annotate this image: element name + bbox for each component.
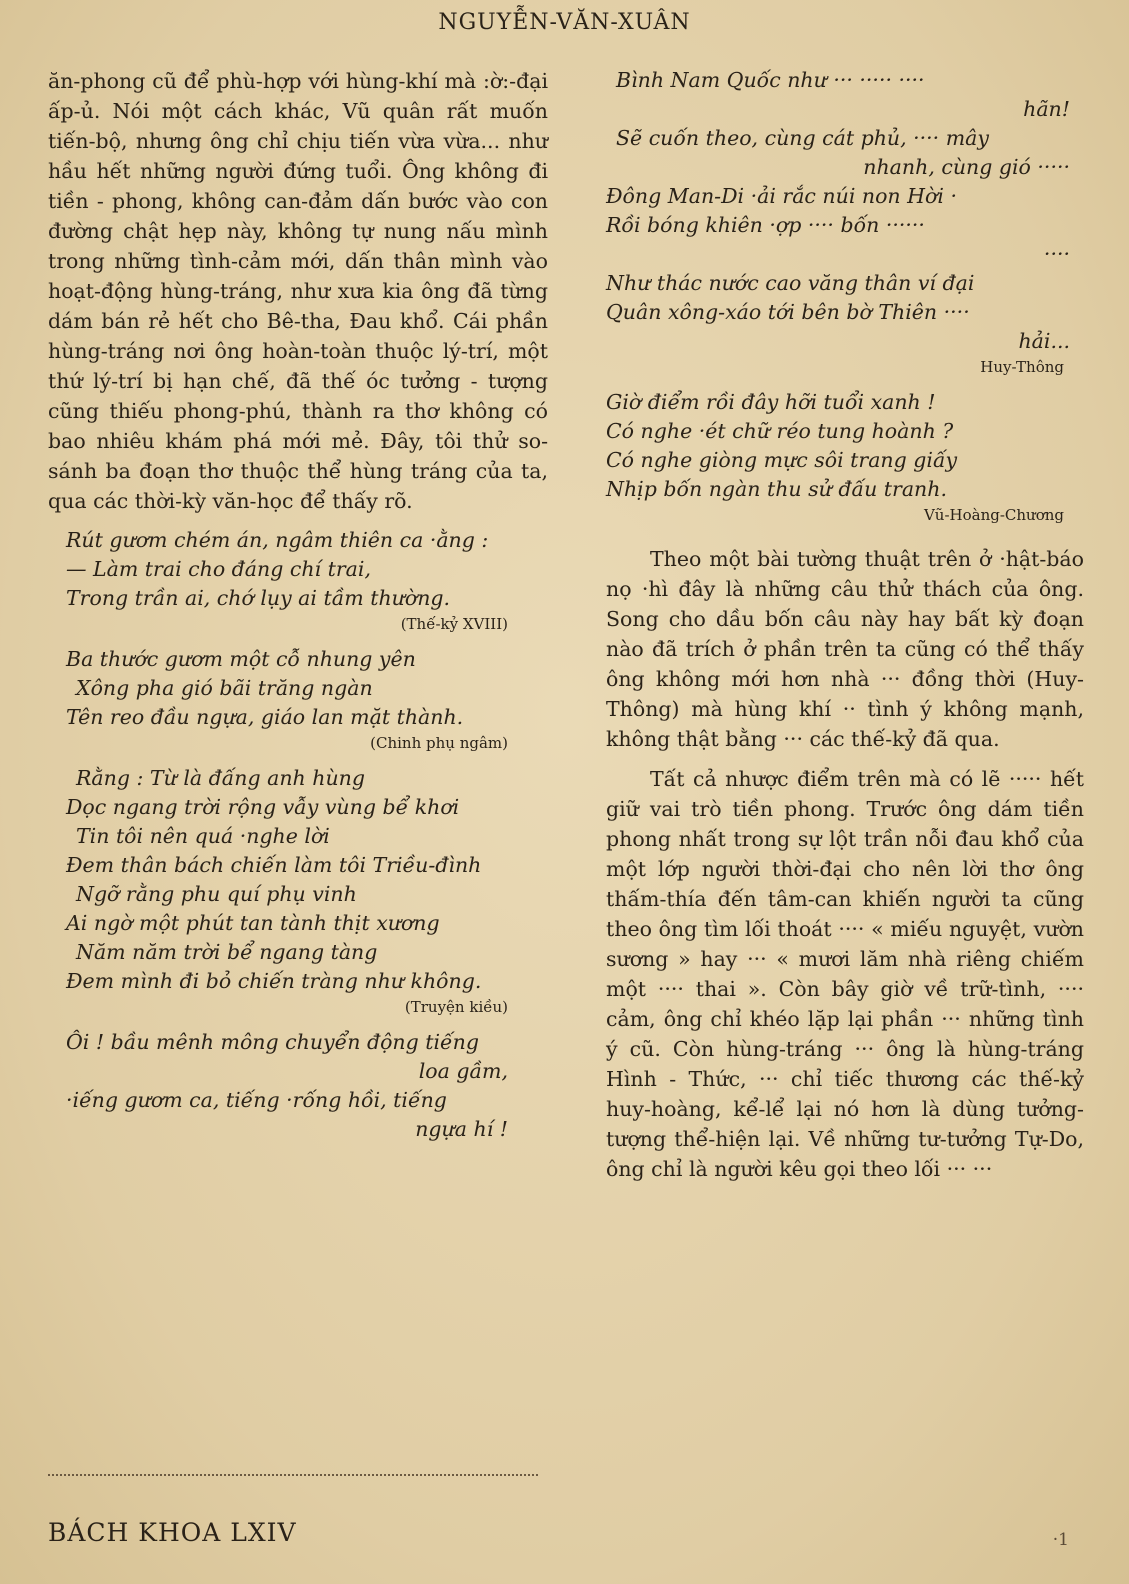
verse-line: Dọc ngang trời rộng vẫy vùng bể khơi [66,795,460,819]
verse-line: Trong trần ai, chớ lụy ai tầm thường. [66,586,451,610]
dotted-divider [48,1474,538,1476]
verse-block-6 [606,388,1084,504]
prose-paragraph: Tất cả nhược điểm trên mà có lẽ ····· hết giữ vai trò tiền phong. Trước ông dám tiền phong nhất trong sự lột trần nỗi đau khổ của một lớp người thời-đại cho nên lời thơ ông thấm-thía đến tâm-can khiến người ta cũng theo ông tìm lối thoát ···· « miếu nguyệt, vườn sương » hay ··· « mươi lăm nhà riêng chiếm một ···· thai ». Còn bây giờ về trữ-tình, ···· cảm, ông chỉ khéo lặp lại phần ··· những tình ý cũ. Còn hùng-tráng ··· ông là hùng-tráng Hình - Thức, ··· chỉ tiếc thương các thế-kỷ huy-hoàng, kể-lể lại nó hơn là dùng tưởng-tượng thể-hiện lại. Về những tư-tưởng Tự-Do, ông chỉ là người kêu gọi theo lối ··· ··· [606,767,1084,1181]
verse-source: (Thế-kỷ XVIII) [400,615,508,633]
verse-line: Nhịp bốn ngàn thu sử đấu tranh. [606,477,947,501]
verse-line: Quân xông-xáo tới bên bờ Thiên ···· [606,300,970,324]
verse-line: Có nghe giòng mực sôi trang giấy [606,448,958,472]
verse-source: Vũ-Hoàng-Chương [923,506,1064,524]
verse-line: Tin tôi nên quá ·nghe lời [76,824,330,848]
verse-line: nhanh, cùng gió ····· [863,155,1070,179]
verse-source: (Chinh phụ ngâm) [370,734,508,752]
verse-line: Ai ngờ một phút tan tành thịt xương [66,911,440,935]
verse-block-1 [48,526,548,613]
verse-line: Đem thân bách chiến làm tôi Triều-đình [66,853,482,877]
verse-block-2 [48,645,548,732]
verse-line: Rằng : Từ là đấng anh hùng [76,766,366,790]
left-prose [48,66,548,516]
verse-line: ngựa hí ! [415,1117,508,1141]
verse-source: Huy-Thông [980,358,1064,376]
verse-line: Rút gươm chém án, ngâm thiên ca ·ằng : [66,528,489,552]
verse-block-4 [48,1028,548,1144]
verse-block-3 [48,764,548,996]
verse-line: Đông Man-Di ·ải rắc núi non Hời · [606,184,957,208]
running-header: NGUYỄN-VĂN-XUÂN [438,10,691,35]
page-number: ·1 [1052,1530,1069,1550]
verse-line: Như thác nước cao văng thân ví đại [606,271,975,295]
verse-source: (Truyện kiều) [404,998,508,1016]
verse-line: Đem mình đi bỏ chiến tràng như không. [66,969,482,993]
right-column [606,66,1084,1184]
verse-line: loa gầm, [418,1059,508,1083]
prose-paragraph: Theo một bài tường thuật trên ở ·hật-báo nọ ·hì đây là những câu thử thách của ông. Song cho dầu bốn câu này hay bất kỳ đoạn nào đã trích ở phần trên ta cũng có thể thấy ông không mới hơn nhà ··· đồng thời (Huy-Thông) mà hùng khí ·· tình ý không mạnh, không thật bằng ··· các thế-kỷ đã qua. [606,547,1084,751]
verse-line: — Làm trai cho đáng chí trai, [66,557,371,581]
verse-line: ···· [1043,242,1070,266]
verse-line: Rồi bóng khiên ·ợp ···· bốn ······ [606,213,925,237]
verse-block-5 [606,66,1084,356]
verse-line: Ôi ! bầu mênh mông chuyển động tiếng [66,1030,479,1054]
verse-line: Xông pha gió bãi trăng ngàn [76,676,373,700]
verse-line: Ba thước gươm một cỗ nhung yên [66,647,416,671]
verse-line: hãn! [1023,97,1070,121]
verse-line: Sẽ cuốn theo, cùng cát phủ, ···· mây [616,126,989,150]
prose-paragraph: ăn-phong cũ để phù-hợp với hùng-khí mà :ờ:-đại ấp-ủ. Nói một cách khác, Vũ quân rất muốn tiến-bộ, nhưng ông chỉ chịu tiến vừa vừa... như hầu hết những người đứng tuổi. Ông không đi tiền - phong, không can-đảm dấn bước vào con đường chật hẹp này, không tự nung nấu mình trong những tình-cảm mới, dấn thân mình vào hoạt-động hùng-tráng, như xưa kia ông đã từng dám bán rẻ hết cho Bê-tha, Đau khổ. Cái phần hùng-tráng nơi ông hoàn-toàn thuộc lý-trí, một thứ lý-trí bị hạn chế, đã thế óc tưởng - tượng cũng thiếu phong-phú, thành ra thơ không có bao nhiêu khám phá mới mẻ. Đây, tôi thử so-sánh ba đoạn thơ thuộc thể hùng tráng của ta, qua các thời-kỳ văn-học để thấy rõ. [48,69,548,513]
verse-line: hải... [1018,329,1070,353]
left-column [48,66,548,1144]
verse-line: ·iếng gươm ca, tiếng ·rống hồi, tiếng [66,1088,447,1112]
verse-line: Bình Nam Quốc như ··· ····· ···· [616,68,925,92]
verse-line: Năm năm trời bể ngang tàng [76,940,378,964]
verse-line: Giờ điểm rồi đây hỡi tuổi xanh ! [606,390,936,414]
magazine-footer: BÁCH KHOA LXIV [48,1518,297,1547]
right-prose [606,544,1084,1184]
verse-line: Có nghe ·ét chữ réo tung hoành ? [606,419,954,443]
verse-line: Ngỡ rằng phu quí phụ vinh [76,882,357,906]
verse-line: Tên reo đầu ngựa, giáo lan mặt thành. [66,705,464,729]
